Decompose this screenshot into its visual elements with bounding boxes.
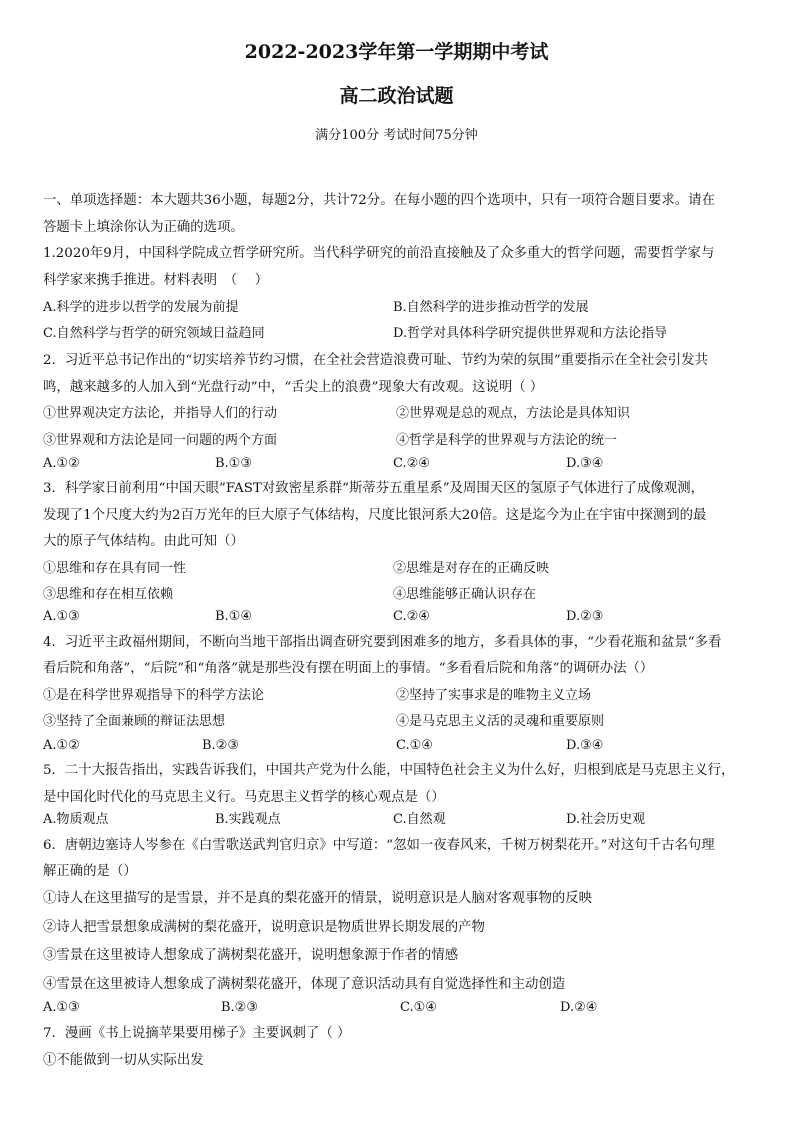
question-2-stem: 2．习近平总书记作出的“切实培养节约习惯，在全社会营造浪费可耻、节约为荣的氛围”重要指示在全社会引发共 xyxy=(43,353,708,368)
question-4-statement-1: ①是在科学世界观指导下的科学方法论 xyxy=(43,688,265,703)
question-5-stem-cont: 是中国化时代化的马克思主义行。马克思主义哲学的核心观点是（） xyxy=(43,790,445,805)
question-7-statement-1: ①不能做到一切从实际出发 xyxy=(43,1053,204,1068)
question-4-stem: 4．习近平主政福州期间，不断向当地干部指出调查研究要到困难多的地方，多看具体的事，“少看花瓶和盆景“多看 xyxy=(43,635,722,650)
question-6-statement-2: ②诗人把雪景想象成满树的梨花盛开，说明意识是物质世界长期发展的产物 xyxy=(43,920,485,935)
question-5-option-a: A.物质观点 xyxy=(43,812,109,827)
question-3-statement-3: ③思维和存在相互依赖 xyxy=(43,587,174,602)
question-6-option-d: D.②④ xyxy=(560,1000,598,1015)
question-3-statement-1: ①思维和存在具有同一性 xyxy=(43,561,187,576)
question-3-stem-cont: 发现了1个尺度大约为2百万光年的巨大原子气体结构，尺度比银河系大20倍。这是迄今为止在宇宙中探测到的最 xyxy=(43,508,707,523)
question-1-option-c: C.自然科学与哲学的研究领域日益趋同 xyxy=(43,326,265,341)
exam-subtitle: 高二政治试题 xyxy=(339,85,454,107)
question-3-statement-4: ④思维能够正确认识存在 xyxy=(393,587,537,602)
question-6-option-b: B.②③ xyxy=(221,1000,258,1015)
question-1-stem: 1.2020年9月，中国科学院成立哲学研究所。当代科学研究的前沿直接触及了众多重大的哲学问题，需要哲学家与 xyxy=(43,246,715,261)
exam-meta: 满分100分 考试时间75分钟 xyxy=(315,128,478,143)
question-2-statement-3: ③世界观和方法论是同一问题的两个方面 xyxy=(43,433,278,448)
question-5-option-d: D.社会历史观 xyxy=(566,812,646,827)
question-3-stem: 3．科学家日前利用“中国天眼”FAST对致密星系群“斯蒂芬五重星系”及周围天区的氢原子气体进行了成像观测， xyxy=(43,481,704,496)
question-1-stem-cont: 科学家来携手推进。材料表明 （ ） xyxy=(43,273,269,288)
question-5-stem: 5．二十大报告指出，实践告诉我们，中国共产党为什么能，中国特色社会主义为什么好，归根到底是马克思主义行， xyxy=(43,763,735,778)
question-5-option-b: B.实践观点 xyxy=(215,812,281,827)
question-6-statement-3: ③雪景在这里被诗人想象成了满树梨花盛开，说明想象源于作者的情感 xyxy=(43,948,459,963)
question-2-option-a: A.①② xyxy=(43,456,80,471)
question-1-option-a: A.科学的进步以哲学的发展为前提 xyxy=(43,300,239,315)
question-1-option-b: B.自然科学的进步推动哲学的发展 xyxy=(393,300,589,315)
question-4-option-a: A.①② xyxy=(43,738,80,753)
question-4-option-b: B.②③ xyxy=(202,738,239,753)
question-4-statement-3: ③坚持了全面兼顾的辩证法思想 xyxy=(43,714,226,729)
question-5-option-c: C.自然观 xyxy=(393,812,446,827)
question-3-stem-end: 大的原子气体结构。由此可知（） xyxy=(43,534,244,549)
question-6-stem-cont: 解正确的是（） xyxy=(43,864,137,879)
question-6-option-c: C.①④ xyxy=(400,1000,437,1015)
question-3-option-b: B.①④ xyxy=(215,609,252,624)
question-2-option-c: C.②④ xyxy=(393,456,430,471)
question-7-stem: 7．漫画《书上说摘苹果要用梯子》主要讽刺了（ ） xyxy=(43,1026,351,1041)
question-4-statement-2: ②坚持了实事求是的唯物主义立场 xyxy=(396,688,592,703)
question-2-option-d: D.③④ xyxy=(566,456,604,471)
question-6-statement-1: ①诗人在这里描写的是雪景，并不是真的梨花盛开的情景，说明意识是人脑对客观事物的反映 xyxy=(43,891,593,906)
section-instructions: 一、单项选择题：本大题共36小题，每题2分，共计72分。在每小题的四个选项中，只有一项符合题目要求。请在 xyxy=(43,193,715,208)
question-3-option-d: D.②③ xyxy=(566,609,604,624)
question-6-statement-4: ④雪景在这里被诗人想象成了满树梨花盛开，体现了意识活动具有自觉选择性和主动创造 xyxy=(43,977,566,992)
question-6-option-a: A.①③ xyxy=(43,1000,80,1015)
question-4-statement-4: ④是马克思主义活的灵魂和重要原则 xyxy=(396,714,605,729)
question-2-statement-2: ②世界观是总的观点，方法论是具体知识 xyxy=(396,406,631,421)
question-2-option-b: B.①③ xyxy=(215,456,252,471)
question-2-stem-cont: 鸣，越来越多的人加入到“光盘行动”中，“舌尖上的浪费”现象大有改观。这说明（ ） xyxy=(43,380,544,395)
question-3-option-c: C.②④ xyxy=(393,609,430,624)
question-2-statement-1: ①世界观决定方法论，并指导人们的行动 xyxy=(43,406,278,421)
exam-title: 2022-2023学年第一学期期中考试 xyxy=(244,41,549,63)
question-6-stem: 6．唐朝边塞诗人岑参在《白雪歌送武判官归京》中写道：“忽如一夜春风来，千树万树梨花开。”对这句千古名句理 xyxy=(43,838,715,853)
question-4-option-c: C.①④ xyxy=(396,738,433,753)
section-instructions-cont: 答题卡上填涂你认为正确的选项。 xyxy=(43,220,244,235)
question-1-option-d: D.哲学对具体科学研究提供世界观和方法论指导 xyxy=(393,326,668,341)
question-4-option-d: D.③④ xyxy=(566,738,604,753)
question-2-statement-4: ④哲学是科学的世界观与方法论的统一 xyxy=(396,433,618,448)
question-3-statement-2: ②思维是对存在的正确反映 xyxy=(393,561,550,576)
question-3-option-a: A.①③ xyxy=(43,609,80,624)
question-4-stem-cont: 看后院和角落”，“后院”和“角落”就是那些没有摆在明面上的事情。“多看看后院和角落”的调研办法（） xyxy=(43,661,654,676)
